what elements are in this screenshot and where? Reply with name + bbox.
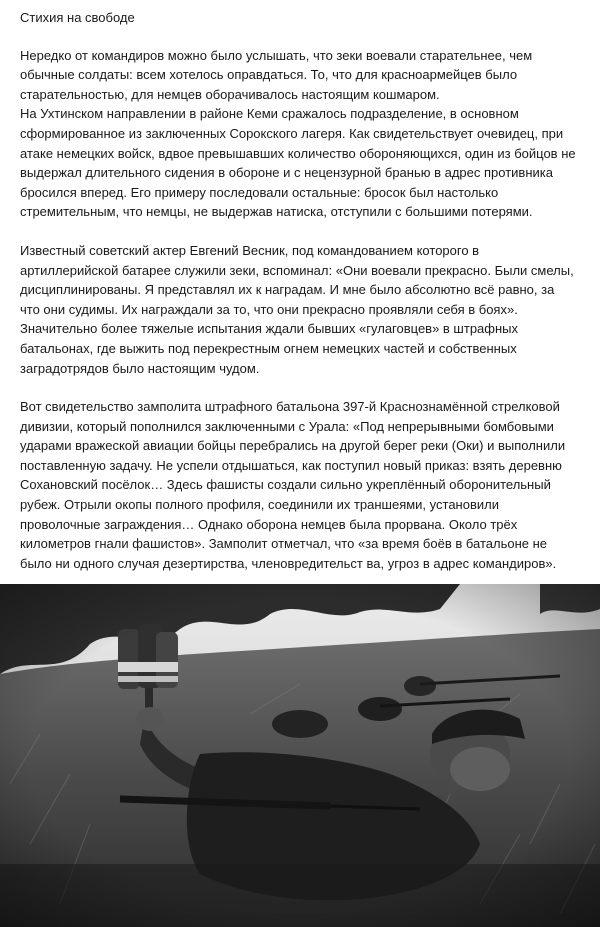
paragraph-line: стремительным, что немцы, не выдержав натиска, отступили с большими потерями. bbox=[20, 204, 533, 220]
paragraph-line: На Ухтинском направлении в районе Кеми сражалось подразделение, в основном bbox=[20, 106, 519, 122]
paragraph-line: Вот свидетельство замполита штрафного батальона 397-й Краснознамённой стрелковой bbox=[20, 399, 560, 415]
paragraph-line: сформированное из заключенных Сорокского лагеря. Как свидетельствует очевидец, при bbox=[20, 125, 564, 141]
paragraph-line: что они судимы. Их награждали за то, что они прекрасно проявляли себя в боях». bbox=[20, 301, 518, 317]
paragraph-line: выдержал длительного сидения в обороне и с нецензурной бранью в адрес противника bbox=[20, 165, 553, 181]
paragraph-line: дивизии, который пополнился заключенными с Урала: «Под непрерывными бомбовыми bbox=[20, 418, 554, 434]
paragraph-line: Значительно более тяжелые испытания ждали бывших «гулаговцев» в штрафных bbox=[20, 321, 518, 337]
paragraph-line: километров гнали фашистов». Замполит отметчал, что «за время боёв в батальоне не bbox=[20, 536, 548, 552]
paragraph-line: ударами вражеской авиации бойцы перебрались на другой берег реки (Оки) и выполнили bbox=[20, 438, 566, 454]
paragraph-line: дисциплинированы. Я представлял их к наградам. И мне было абсолютно всё равно, за bbox=[20, 282, 555, 298]
paragraph-line: старательностью, для немцев оборачивалось настоящим кошмаром. bbox=[20, 86, 440, 102]
article bbox=[20, 8, 586, 592]
war-photo-illustration bbox=[0, 584, 600, 927]
photo-vignette bbox=[0, 584, 600, 927]
paragraph-line: обычные солдаты: всем хотелось оправдаться. То, что для красноармейцев было bbox=[20, 67, 518, 83]
paragraph-line: Нередко от командиров можно было услышать, что зеки воевали старательнее, чем bbox=[20, 47, 533, 63]
paragraph-line: атаке немецких войск, вдвое превышавших количество обороняющихся, один из бойцов не bbox=[20, 145, 576, 161]
paragraph-line: батальонах, где выжить под перекрестным огнем немецких частей и собственных bbox=[20, 340, 517, 356]
paragraph-line: заградотрядов было настоящим чудом. bbox=[20, 360, 260, 376]
paragraph-line: Известный советский актер Евгений Весник, под командованием которого в bbox=[20, 242, 480, 258]
paragraph-1 bbox=[20, 46, 586, 222]
paragraph-line: Сохановский посёлок… Здесь фашисты создали сильно укреплённый оборонительный bbox=[20, 477, 551, 493]
paragraph-2 bbox=[20, 241, 586, 378]
paragraph-line: артиллерийской батарее служили зеки, вспоминал: «Они воевали прекрасно. Были смелы, bbox=[20, 262, 574, 278]
paragraph-line: рубеж. Отрыли окопы полного профиля, соединили их траншеями, установили bbox=[20, 497, 499, 513]
paragraph-line: бросился вперед. Его примеру последовали остальные: бросок был настолько bbox=[20, 184, 499, 200]
paragraph-line: было ни одного случая дезертирства, членовредительст ва, угроз в адрес командиров». bbox=[20, 555, 557, 571]
paragraph-line: проволочные заграждения… Однако оборона немцев была прорвана. Около трёх bbox=[20, 516, 518, 532]
paragraph-line: поставленную задачу. Не успели отдышаться, как поступил новый приказ: взять деревню bbox=[20, 457, 562, 473]
war-photo bbox=[0, 584, 600, 927]
article-title: Стихия на свободе bbox=[20, 10, 135, 25]
paragraph-3 bbox=[20, 397, 586, 573]
